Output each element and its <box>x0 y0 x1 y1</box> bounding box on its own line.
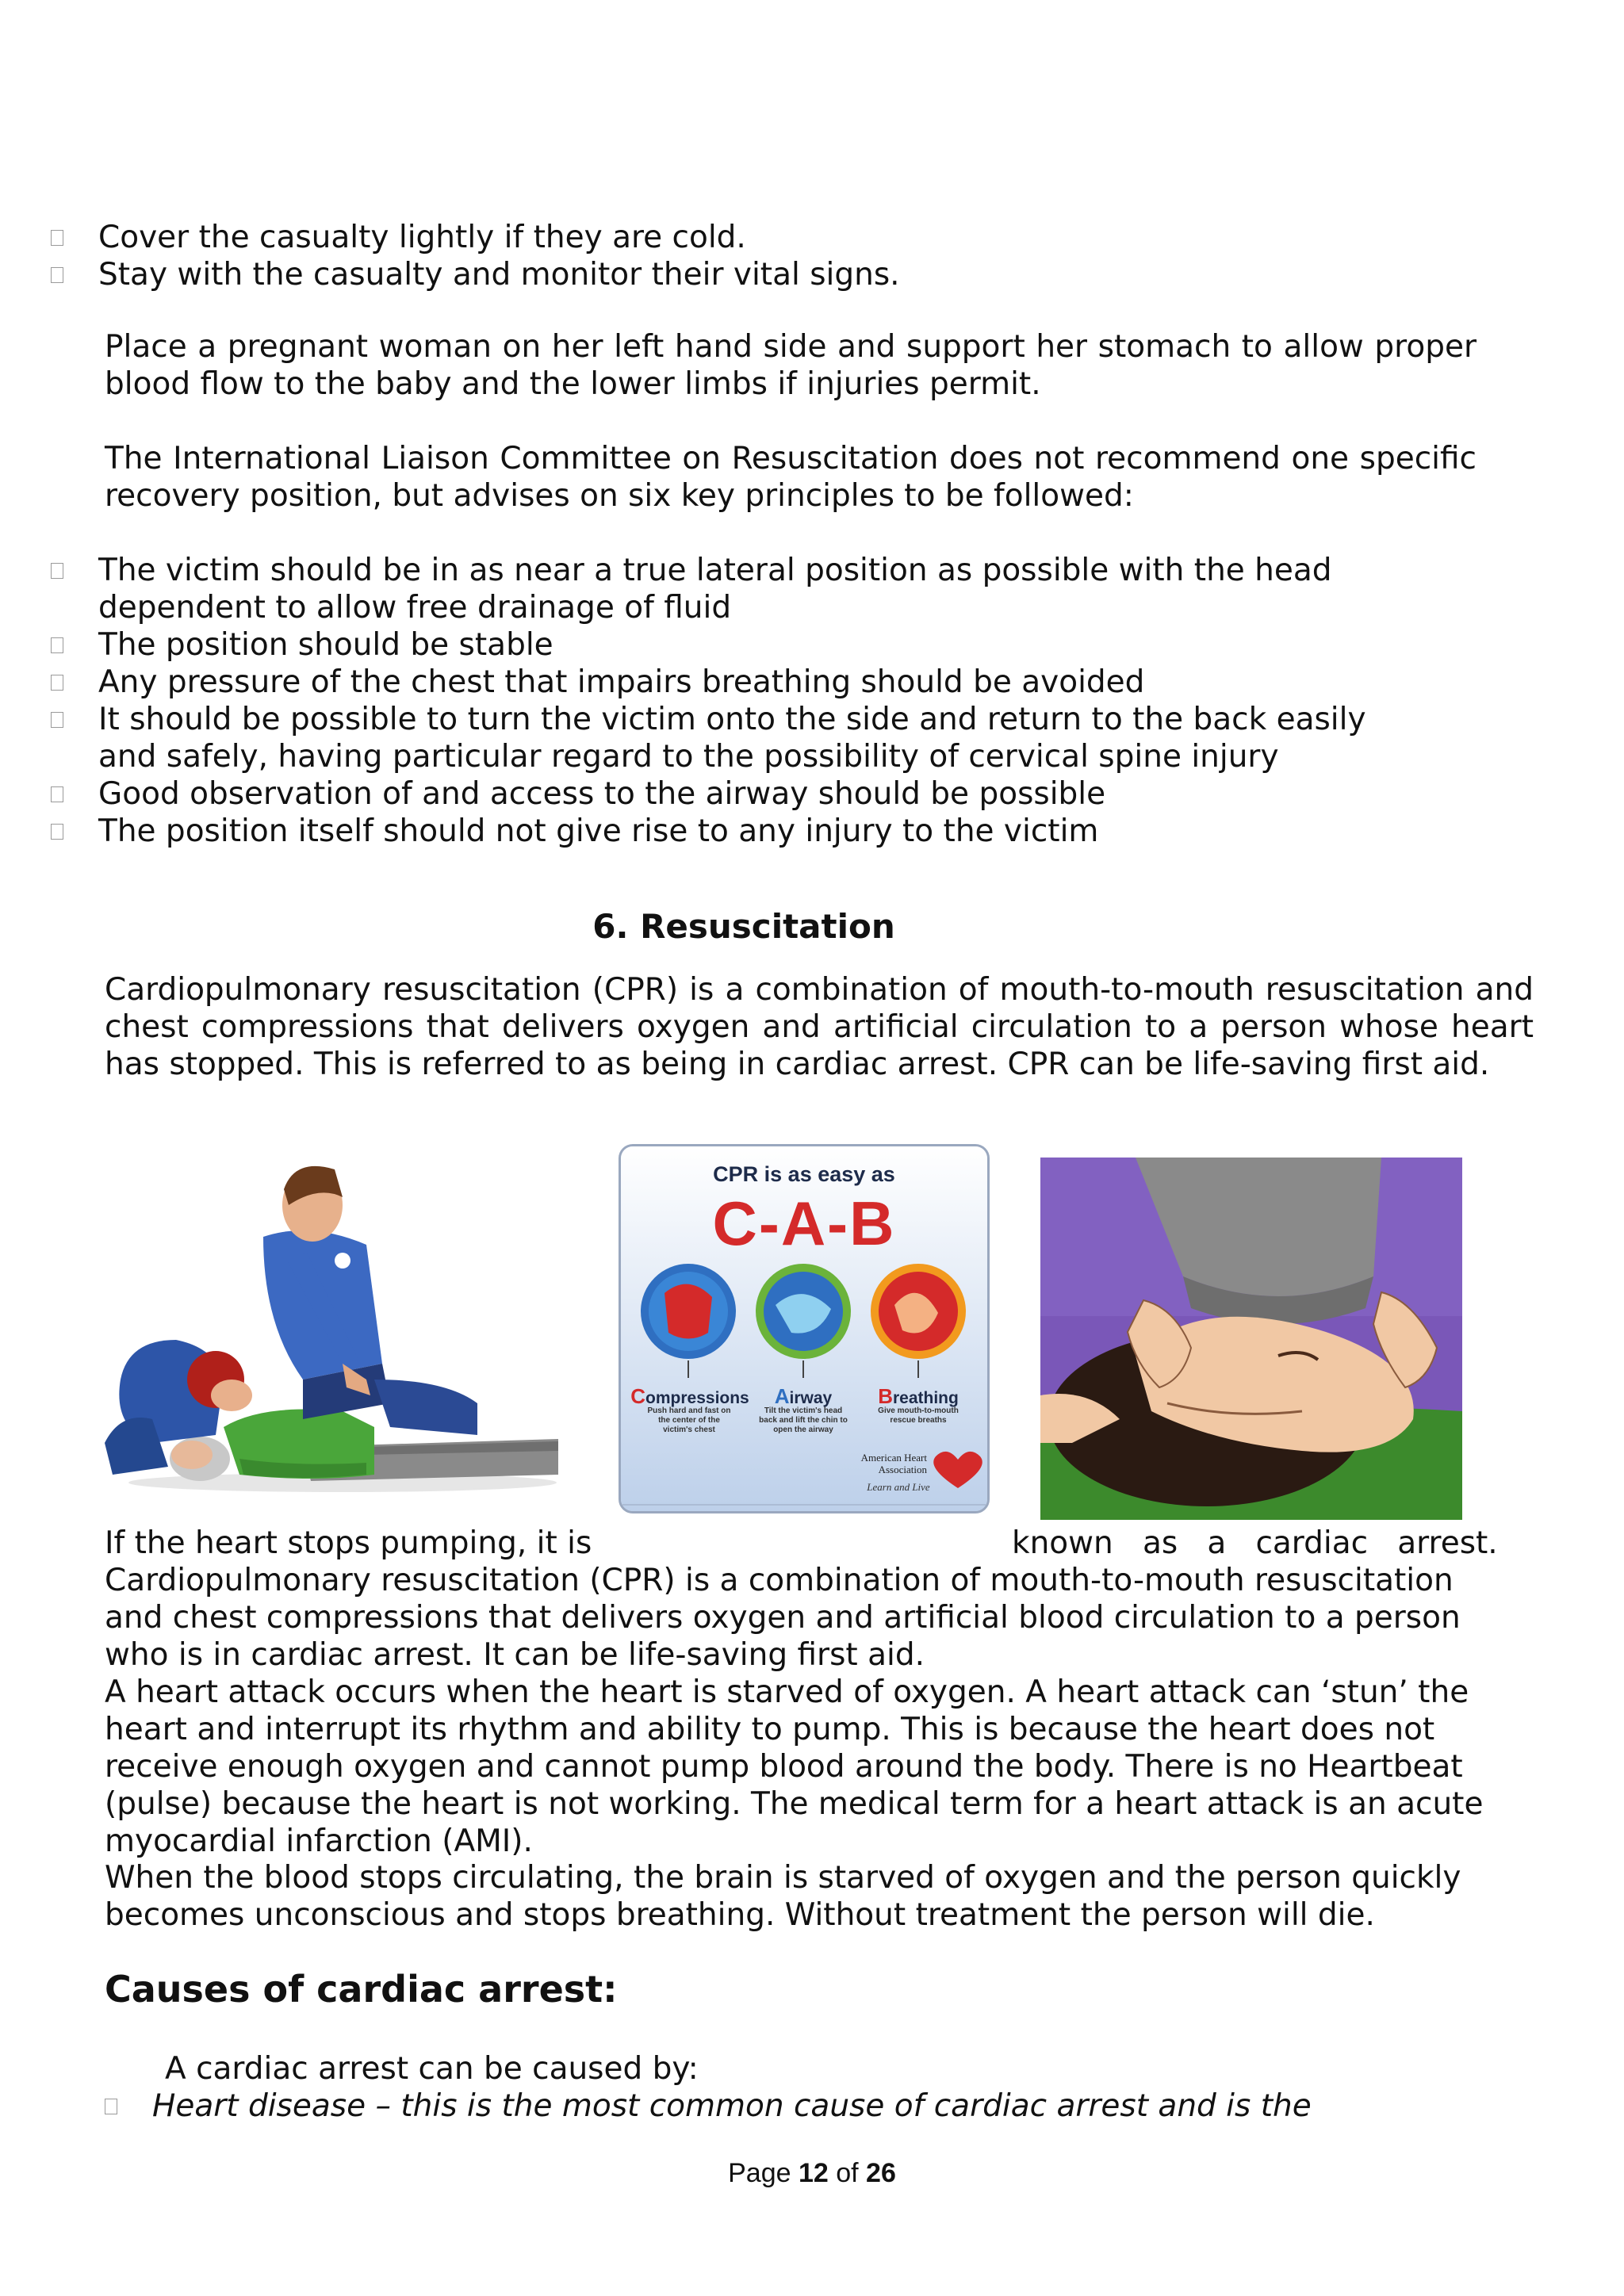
causes-heading: Causes of cardiac arrest: <box>105 1968 618 2011</box>
list-item: It should be possible to turn the victim onto the side and return to the back easily and safely, having particular regard to the possibility of cervical spine injury <box>0 701 1380 775</box>
list-item: The position itself should not give rise to any injury to the victim <box>0 813 1380 850</box>
cpr-intro-paragraph: Cardiopulmonary resuscitation (CPR) is a combination of mouth-to-mouth resuscitation and chest compressions that delivers oxygen and artificial circulation to a person whose heart has stopped. This is referred to as being in cardiac arrest. CPR can be life-saving first aid. <box>105 972 1534 1082</box>
blood-stops-paragraph: When the blood stops circulating, the brain is starved of oxygen and the person quickly becomes unconscious and stops breathing. Without treatment the person will die. <box>105 1860 1461 1933</box>
list-item: Heart disease – this is the most common cause of cardiac arrest and is the <box>54 2087 1418 2125</box>
bullet-box-icon <box>105 2099 117 2114</box>
poster-org: American Heart Association <box>860 1452 927 1475</box>
cpr-compressions-illustration <box>105 1142 558 1497</box>
poster-step-airway-desc: Tilt the victim's head back and lift the chin to open the airway <box>759 1406 848 1434</box>
poster-step-airway: Airway <box>774 1384 833 1408</box>
cpr-again-paragraph: Cardiopulmonary resuscitation (CPR) is a combination of mouth-to-mouth resuscitation and chest compressions that delivers oxygen and artificial blood circulation to a person who is in cardiac arrest. It can be life-saving first aid. <box>105 1563 1461 1673</box>
pregnant-paragraph: Place a pregnant woman on her left hand side and support her stomach to allow proper blood flow to the baby and the lower limbs if injuries permit. <box>105 329 1477 402</box>
causes-list <box>54 2087 1418 2125</box>
poster-tagline: Learn and Live <box>867 1481 930 1493</box>
rescue-breathing-illustration <box>1040 1158 1462 1520</box>
poster-step-compressions-desc: Push hard and fast on the center of the victim's chest <box>647 1406 731 1434</box>
causes-intro: A cardiac arrest can be caused by: <box>165 2051 699 2087</box>
bullet-box-icon <box>51 786 63 802</box>
poster-step-compressions: Compressions <box>630 1384 749 1408</box>
list-item: Good observation of and access to the airway should be possible <box>0 775 1380 813</box>
principles-list <box>0 552 1380 850</box>
section-heading: 6. Resuscitation <box>592 907 895 946</box>
heart-attack-paragraph: A heart attack occurs when the heart is starved of oxygen. A heart attack can ‘stun’ the heart and interrupt its rhythm and ability to pump. This is because the heart does not receive enough oxygen and cannot pump blood around the body. There is no Heartbeat (pulse) because the heart is not working. The medical term for a heart attack is an acute myocardial infarction (AMI). <box>105 1674 1484 1859</box>
list-item: The victim should be in as near a true lateral position as possible with the head dependent to allow free drainage of fluid <box>0 552 1380 626</box>
page-footer: Page 12 of 26 <box>728 2158 896 2188</box>
list-item: Any pressure of the chest that impairs breathing should be avoided <box>0 664 1380 701</box>
poster-heading: CPR is as easy as <box>713 1162 895 1186</box>
ilcor-paragraph: The International Liaison Committee on Resuscitation does not recommend one specific recovery position, but advises on six key principles to be followed: <box>105 441 1477 514</box>
bullet-box-icon <box>51 267 63 283</box>
poster-step-breathing: Breathing <box>878 1384 959 1408</box>
poster-step-breathing-desc: Give mouth-to-mouth rescue breaths <box>878 1406 959 1425</box>
bullet-box-icon <box>51 563 63 579</box>
poster-big-letters: C-A-B <box>712 1188 896 1258</box>
cab-poster <box>619 1144 990 1513</box>
heart-stops-right: known as a cardiac arrest. <box>1012 1525 1498 1561</box>
bullet-box-icon <box>51 824 63 840</box>
top-bullet-list <box>0 219 1427 293</box>
list-item: Stay with the casualty and monitor their vital signs. <box>0 256 1427 293</box>
bullet-box-icon <box>51 712 63 728</box>
bullet-box-icon <box>51 230 63 246</box>
list-item: The position should be stable <box>0 626 1380 664</box>
heart-stops-left: If the heart stops pumping, it is <box>105 1525 592 1561</box>
bullet-box-icon <box>51 637 63 653</box>
bullet-box-icon <box>51 675 63 691</box>
list-item: Cover the casualty lightly if they are cold. <box>0 219 1427 256</box>
